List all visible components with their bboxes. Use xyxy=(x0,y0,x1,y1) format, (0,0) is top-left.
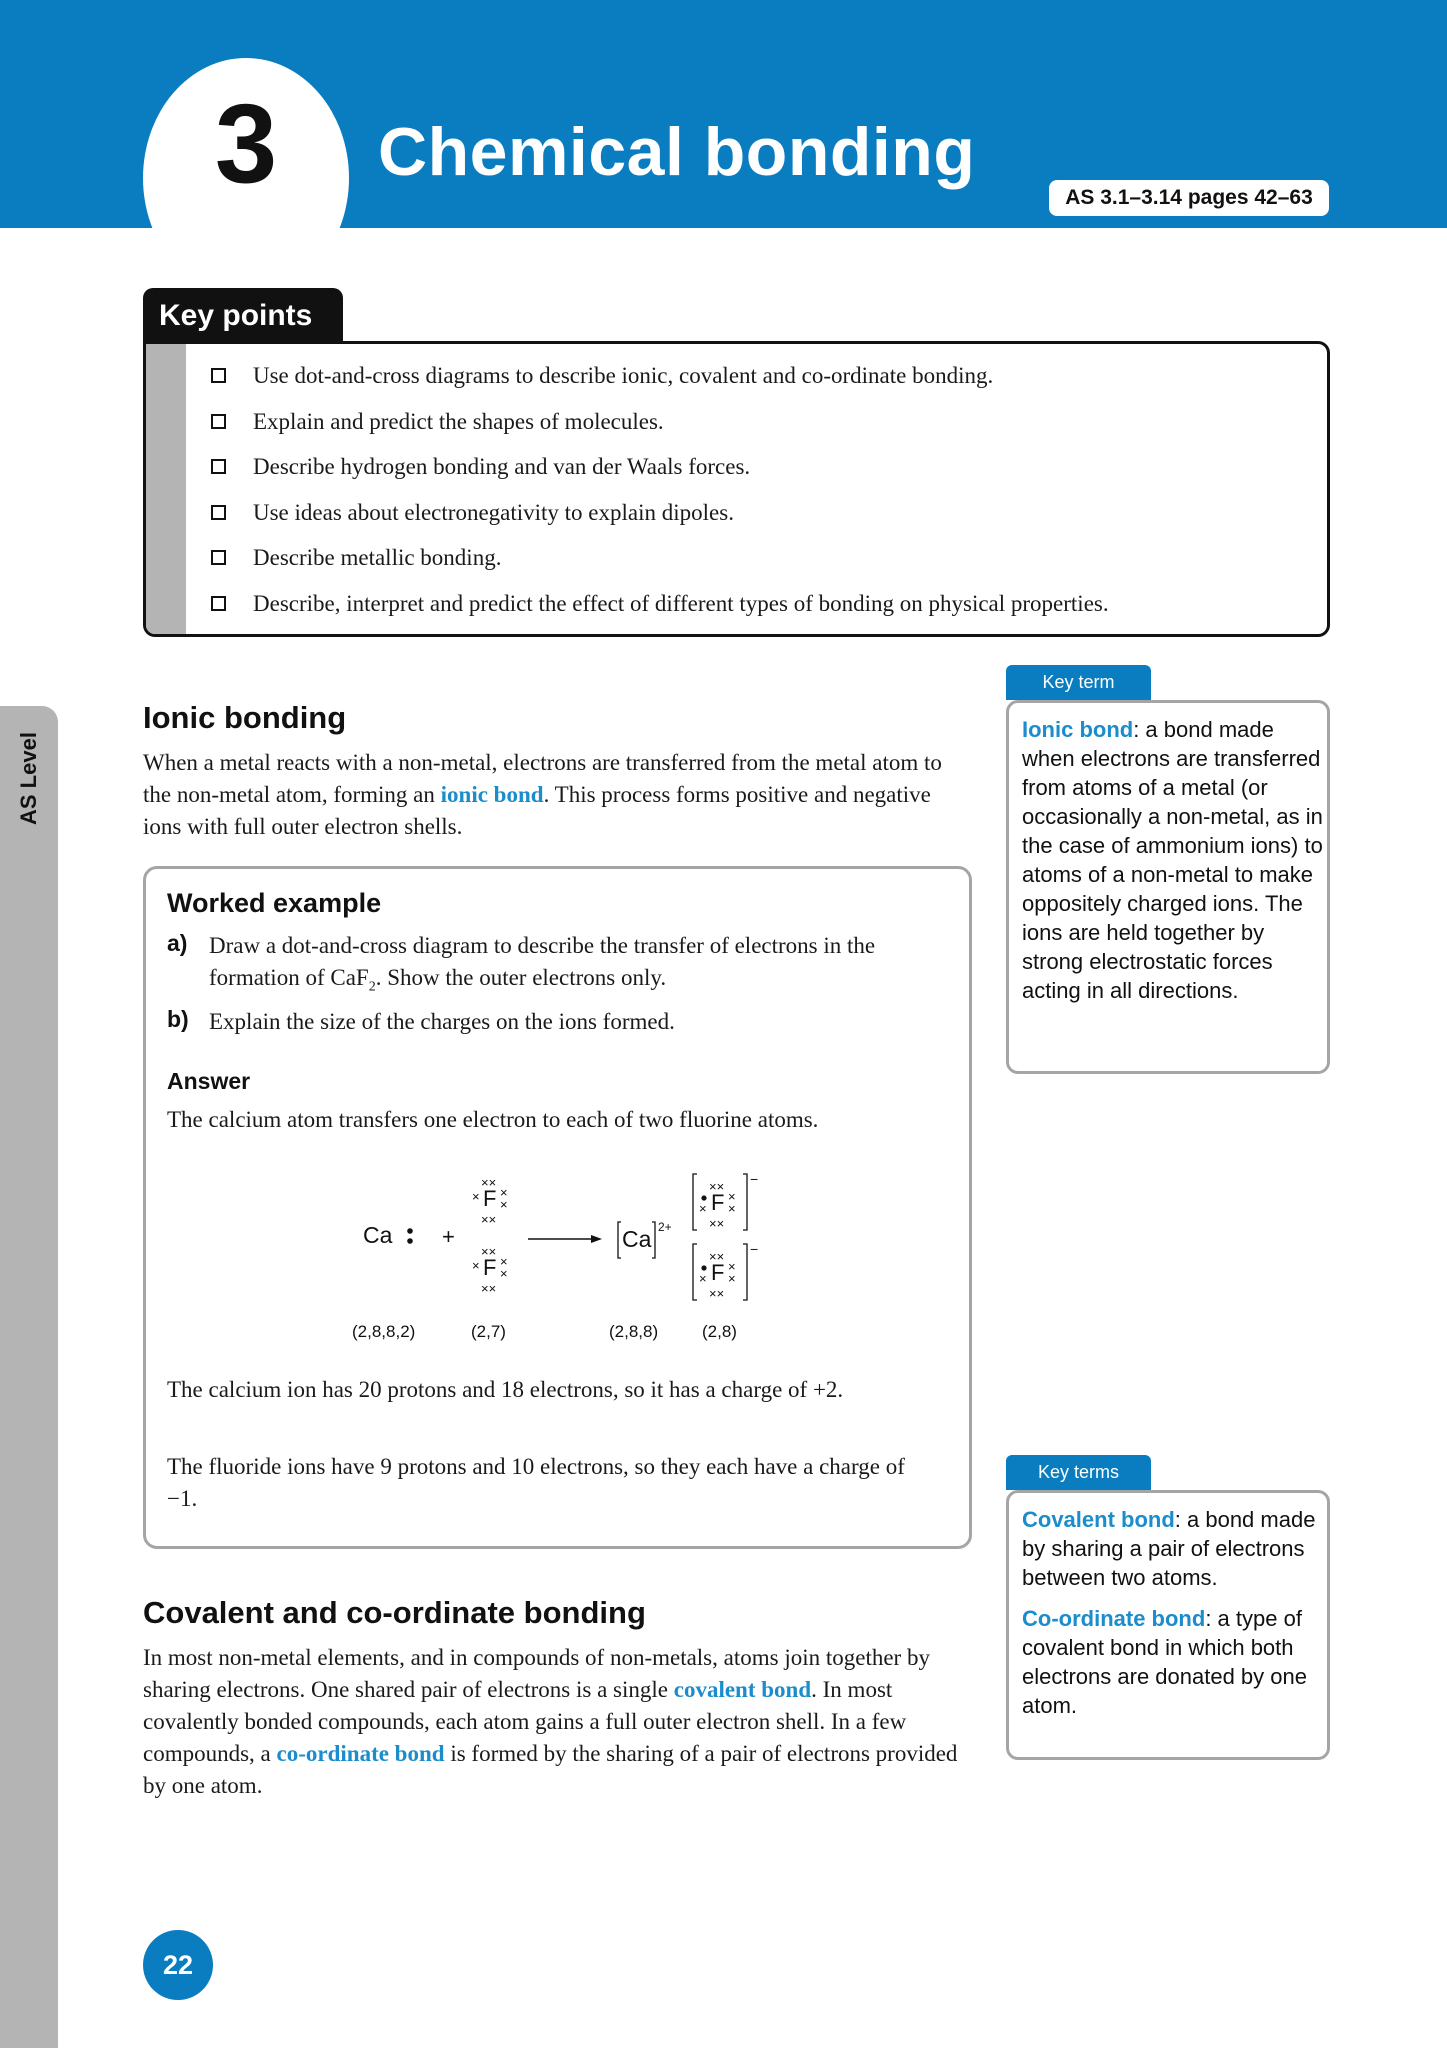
fluoride-ion-top xyxy=(693,1171,758,1231)
electron-dot xyxy=(407,1238,413,1244)
electron-cross-pair: ×× xyxy=(709,1249,725,1264)
question-a-label: a) xyxy=(167,930,188,956)
fluorine-symbol: F xyxy=(483,1255,497,1280)
key-terms-covalent-box xyxy=(1006,1490,1330,1760)
fluorine-symbol: F xyxy=(711,1260,725,1285)
ca-ion-charge: 2+ xyxy=(658,1220,672,1234)
ionic-bond-definition: Ionic bond: a bond made when electrons are transferred from atoms of a metal (or occasionally a non-metal, as in the case of ammonium ions) to atoms of a non-metal to make oppositely charged ions. The ions are held together by strong electrostatic forces acting in all directions. xyxy=(1022,717,1323,1003)
electron-cross: × xyxy=(500,1185,508,1200)
ionic-bonding-paragraph: When a metal reacts with a non-metal, electrons are transferred from the metal atom to the non-metal atom, forming an ionic bond. This process forms positive and negative ions with full outer electron shells. xyxy=(143,750,942,839)
electron-cross-pair: ×× xyxy=(709,1286,725,1301)
plus-sign: + xyxy=(442,1224,455,1249)
electron-cross: × xyxy=(728,1271,736,1286)
electron-cross-pair: ×× xyxy=(481,1281,497,1296)
bracket-right xyxy=(743,1174,747,1230)
bracket-left xyxy=(693,1244,697,1300)
key-points-list xyxy=(211,364,1109,637)
key-point-item: Use dot-and-cross diagrams to describe ionic, covalent and co-ordinate bonding. xyxy=(211,364,1109,410)
fluoride-charge: − xyxy=(750,1241,759,1257)
coordinate-bond-keyword: co-ordinate bond xyxy=(276,1741,445,1766)
fluoride-ion-explanation: The fluoride ions have 9 protons and 10 electrons, so they each have a charge of −1. xyxy=(167,1454,905,1511)
electron-cross: × xyxy=(699,1271,707,1286)
electron-cross: × xyxy=(500,1254,508,1269)
checkbox-icon[interactable] xyxy=(211,596,226,611)
fluorine-atom-bottom xyxy=(472,1244,508,1296)
side-tab-label: AS Level xyxy=(16,732,41,825)
checkbox-icon[interactable] xyxy=(211,505,226,520)
covalent-bonding-paragraph: In most non-metal elements, and in compounds of non-metals, atoms join together by sharing electrons. One shared pair of electrons is a single covalent bond. In most covalently bonded compounds, each atom gains a full outer electron shell. In a few compounds, a co-ordinate bond is formed by the sharing of a pair of electrons provided by one atom. xyxy=(143,1645,958,1798)
ionic-bond-keyword: ionic bond xyxy=(440,782,544,807)
covalent-bonding-heading: Covalent and co-ordinate bonding xyxy=(143,1595,646,1630)
ca-ion-symbol: Ca xyxy=(622,1226,652,1252)
electron-cross-pair: ×× xyxy=(481,1212,497,1227)
side-tab-bar xyxy=(0,706,58,2048)
electron-cross: × xyxy=(728,1189,736,1204)
electron-cross: × xyxy=(472,1189,480,1204)
question-a-text: Draw a dot-and-cross diagram to describe the transfer of electrons in the formation of CaF$_2$. Show the outer electrons only. xyxy=(209,933,876,995)
config-ca-ion: (2,8,8) xyxy=(609,1322,659,1341)
ionic-bonding-heading: Ionic bonding xyxy=(143,700,347,735)
checkbox-icon[interactable] xyxy=(211,459,226,474)
reaction-arrow-head xyxy=(591,1235,602,1243)
question-b-text: Explain the size of the charges on the ions formed. xyxy=(209,1009,675,1034)
question-b-label: b) xyxy=(167,1006,189,1032)
config-ca-atom: (2,8,8,2) xyxy=(352,1322,416,1341)
key-points-box xyxy=(143,341,1330,637)
electron-cross-pair: ×× xyxy=(709,1179,725,1194)
electron-cross-pair: ×× xyxy=(481,1244,497,1259)
checkbox-icon[interactable] xyxy=(211,414,226,429)
key-point-item: Describe metallic bonding. xyxy=(211,546,1109,592)
electron-cross: × xyxy=(699,1201,707,1216)
fluorine-symbol: F xyxy=(483,1186,497,1211)
electron-cross-pair: ×× xyxy=(481,1175,497,1190)
coordinate-bond-term: Co-ordinate bond xyxy=(1022,1606,1206,1631)
key-point-item: Use ideas about electronegativity to explain dipoles. xyxy=(211,501,1109,547)
electron-cross-pair: ×× xyxy=(709,1216,725,1231)
fluoride-charge: − xyxy=(750,1171,759,1187)
fluorine-symbol: F xyxy=(711,1190,725,1215)
coordinate-bond-definition: Co-ordinate bond: a type of covalent bond in which both electrons are donated by one atom. xyxy=(1022,1606,1307,1718)
key-term-tab: Key term xyxy=(1006,665,1151,700)
checkbox-icon[interactable] xyxy=(211,368,226,383)
page-number: 22 xyxy=(143,1930,213,2000)
ca-ion-bracket-right xyxy=(652,1222,655,1258)
electron-dot xyxy=(407,1228,413,1234)
covalent-bond-keyword: covalent bond xyxy=(673,1677,812,1702)
answer-intro: The calcium atom transfers one electron to each of two fluorine atoms. xyxy=(167,1107,819,1132)
key-points-stripe xyxy=(146,344,186,634)
covalent-bond-definition: Covalent bond: a bond made by sharing a pair of electrons between two atoms. xyxy=(1022,1507,1316,1590)
bracket-right xyxy=(743,1244,747,1300)
key-points-heading: Key points xyxy=(143,288,343,344)
worked-example-title: Worked example xyxy=(167,888,382,918)
checkbox-icon[interactable] xyxy=(211,550,226,565)
electron-cross: × xyxy=(500,1197,508,1212)
fluorine-atom-top xyxy=(472,1175,508,1227)
ca-ion-bracket-left xyxy=(618,1222,621,1258)
answer-heading: Answer xyxy=(167,1068,251,1094)
chapter-title: Chemical bonding xyxy=(378,114,976,190)
fluoride-ion-bottom xyxy=(693,1241,758,1301)
ca-atom-symbol: Ca xyxy=(363,1222,393,1248)
config-f-atom: (2,7) xyxy=(471,1322,506,1341)
electron-cross: × xyxy=(728,1201,736,1216)
bracket-left xyxy=(693,1174,697,1230)
electron-cross: × xyxy=(500,1266,508,1281)
key-point-item: Describe, interpret and predict the effect of different types of bonding on physical properties. xyxy=(211,592,1109,638)
calcium-ion-explanation: The calcium ion has 20 protons and 18 electrons, so it has a charge of +2. xyxy=(167,1377,844,1402)
key-terms-tab: Key terms xyxy=(1006,1455,1151,1490)
config-f-ion: (2,8) xyxy=(702,1322,737,1341)
transferred-electron-dot xyxy=(701,1265,706,1270)
electron-cross: × xyxy=(728,1259,736,1274)
spec-reference-badge: AS 3.1–3.14 pages 42–63 xyxy=(1049,180,1329,216)
key-point-item: Explain and predict the shapes of molecules. xyxy=(211,410,1109,456)
transferred-electron-dot xyxy=(701,1195,706,1200)
covalent-bond-term: Covalent bond xyxy=(1022,1507,1175,1532)
dot-and-cross-diagram xyxy=(340,1160,780,1350)
electron-cross: × xyxy=(472,1258,480,1273)
key-point-item: Describe hydrogen bonding and van der Waals forces. xyxy=(211,455,1109,501)
ionic-bond-term: Ionic bond xyxy=(1022,717,1134,742)
key-term-ionic-box xyxy=(1006,700,1330,1074)
chapter-number: 3 xyxy=(214,81,278,206)
